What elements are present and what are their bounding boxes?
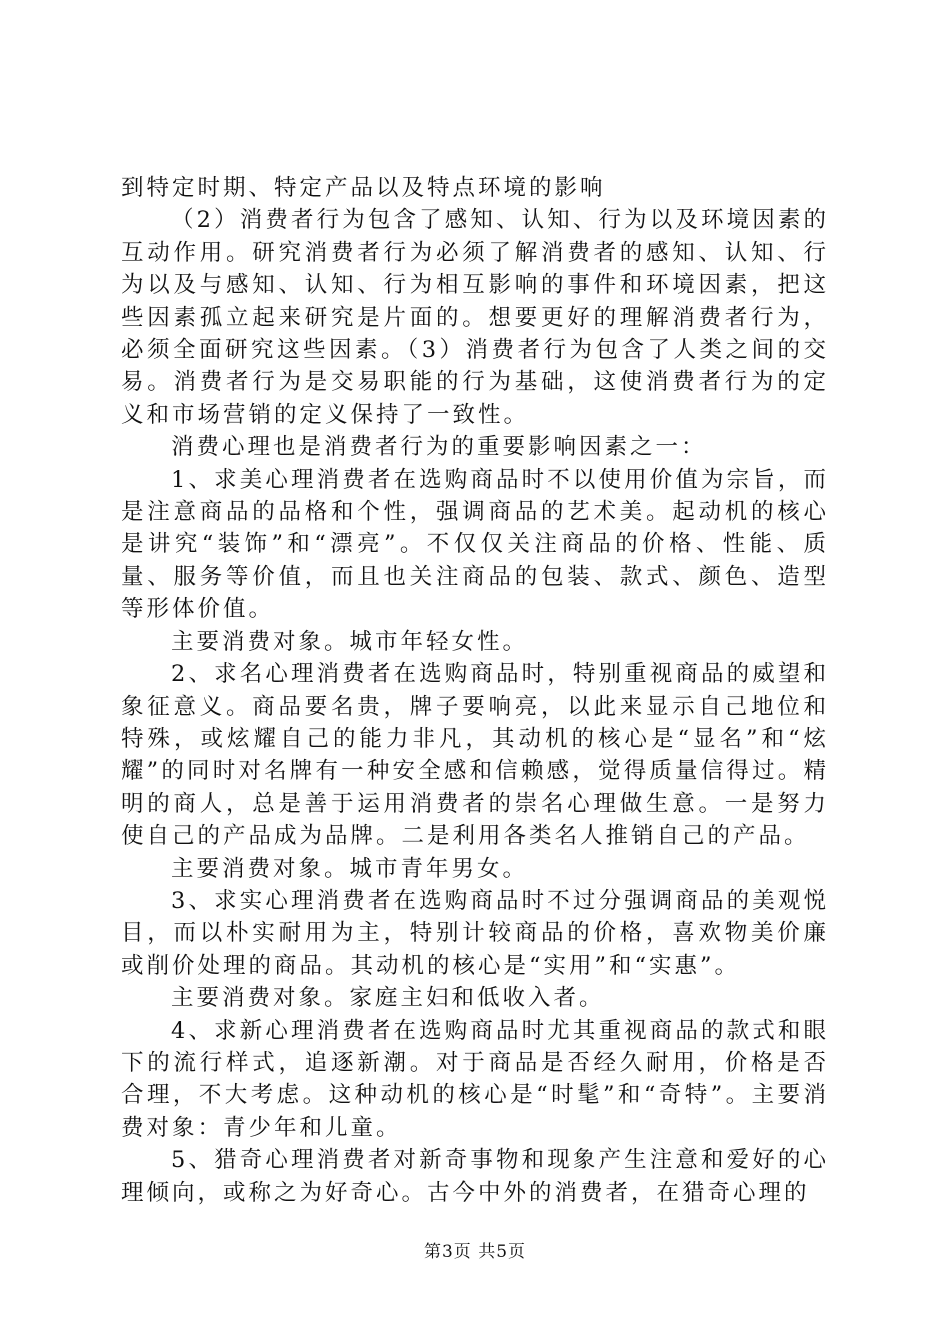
body-paragraph: 主要消费对象。城市青年男女。 <box>171 855 529 882</box>
body-paragraph: 到特定时期、特定产品以及特点环境的影响 <box>121 175 606 201</box>
body-paragraph: 主要消费对象。家庭主妇和低收入者。 <box>171 985 605 1012</box>
body-paragraph: 消费心理也是消费者行为的重要影响因素之一： <box>171 434 707 461</box>
body-paragraph: 5、猎奇心理消费者对新奇事物和现象产生注意和爱好的心理倾向，或称之为好奇心。古今中外的消费者，在猎奇心理的 <box>121 1147 829 1206</box>
body-paragraph: 2、求名心理消费者在选购商品时，特别重视商品的威望和象征意义。商品要名贵，牌子要响亮，以此来显示自己地位和特殊，或炫耀自己的能力非凡，其动机的核心是“显名”和“炫耀”的同时对名牌有一种安全感和信赖感，觉得质量信得过。精明的商人，总是善于运用消费者的崇名心理做生意。一是努力使自己的产品成为品牌。二是利用各类名人推销自己的产品。 <box>121 661 829 850</box>
body-paragraph: （2）消费者行为包含了感知、认知、行为以及环境因素的互动作用。研究消费者行为必须了解消费者的感知、认知、行为以及与感知、认知、行为相互影响的事件和环境因素，把这些因素孤立起来研究是片面的。想要更好的理解消费者行为，必须全面研究这些因素。（3）消费者行为包含了人类之间的交易。消费者行为是交易职能的行为基础，这使消费者行为的定义和市场营销的定义保持了一致性。 <box>121 207 829 428</box>
body-paragraph: 主要消费对象。城市年轻女性。 <box>171 628 529 655</box>
body-paragraph: 1、求美心理消费者在选购商品时不以使用价值为宗旨，而是注意商品的品格和个性，强调商品的艺术美。起动机的核心是讲究“装饰”和“漂亮”。不仅仅关注商品的价格、性能、质量、服务等价值，而且也关注商品的包装、款式、颜色、造型等形体价值。 <box>121 466 829 623</box>
body-paragraph: 4、求新心理消费者在选购商品时尤其重视商品的款式和眼下的流行样式，追逐新潮。对于商品是否经久耐用，价格是否合理，不大考虑。这种动机的核心是“时髦”和“奇特”。主要消费对象：青少年和儿童。 <box>121 1017 829 1141</box>
body-text <box>121 172 829 1209</box>
body-paragraph: 3、求实心理消费者在选购商品时不过分强调商品的美观悦目，而以朴实耐用为主，特别计较商品的价格，喜欢物美价廉或削价处理的商品。其动机的核心是“实用”和“实惠”。 <box>121 887 829 979</box>
page-footer: 第3页 共5页 <box>423 1242 527 1262</box>
